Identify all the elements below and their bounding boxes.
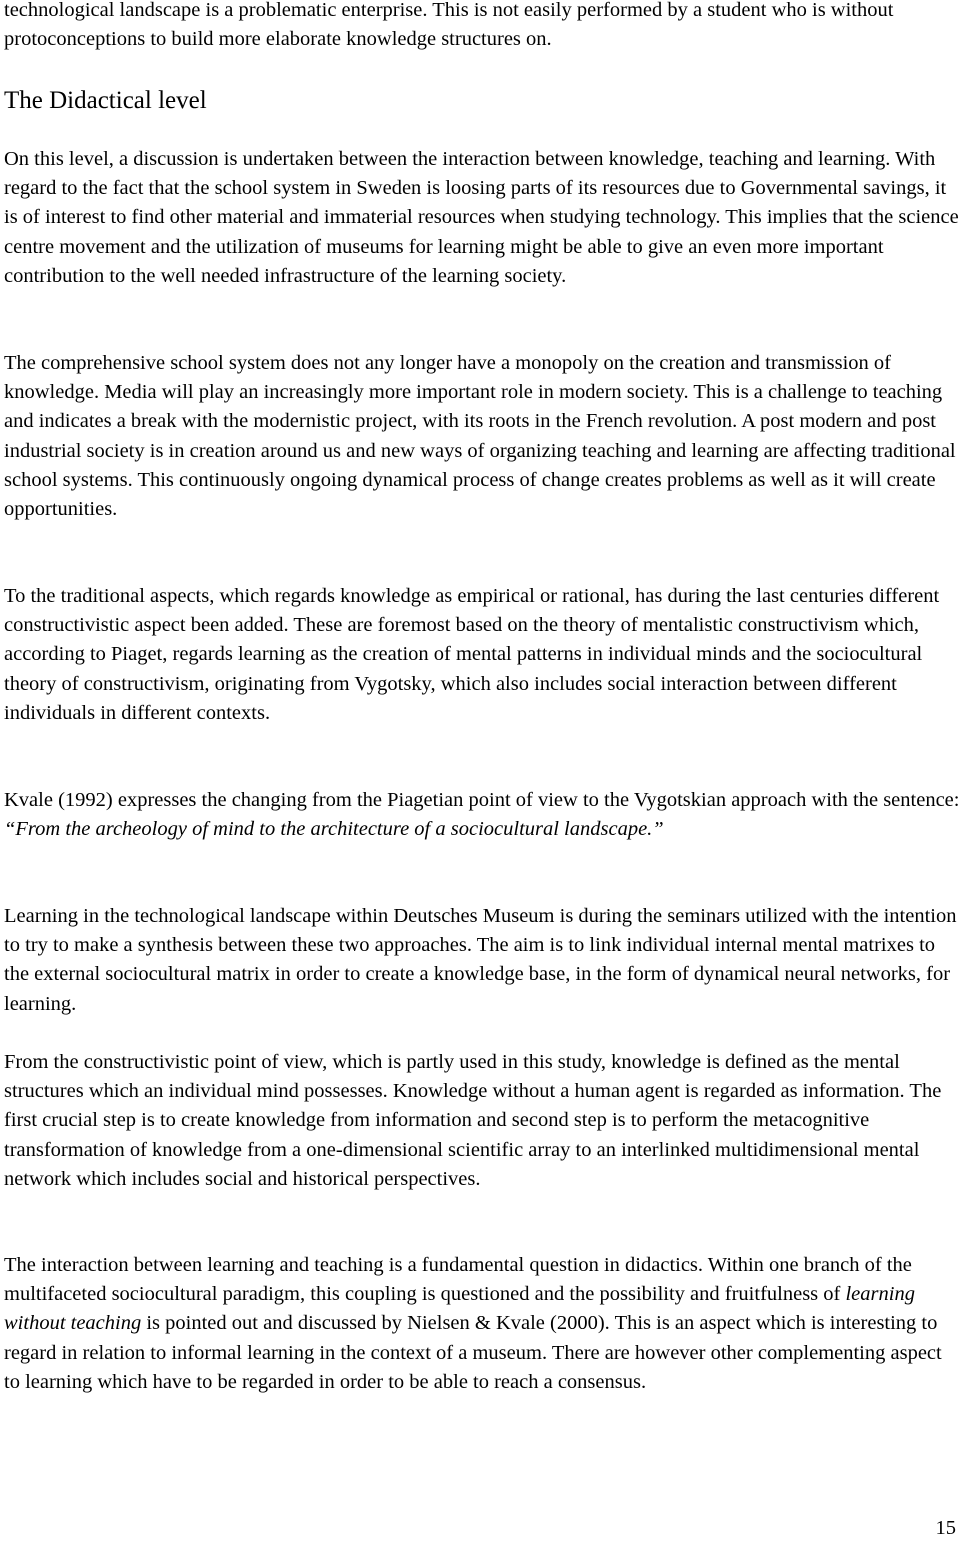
section-heading: The Didactical level bbox=[4, 87, 207, 114]
paragraph-constructivistic-view: From the constructivistic point of view, which is partly used in this study, knowledge is defined as the mental structures which an individual mind possesses. Knowledge without a human agent is regarded as information. The first crucial step is to create knowledge from information and second step is to perform the metacognitive transformation of knowledge from a one-dimensional scientific array to an interlinked multidimensional mental network which includes social and historical perspectives. bbox=[4, 1051, 942, 1190]
p7-text-after: is pointed out and discussed by Nielsen & Kvale (2000). This is an aspect which is interesting to regard in relation to informal learning in the context of a museum. There are however other complementing aspect to learning which have to be regarded in order to be able to reach a consensus. bbox=[4, 1312, 942, 1393]
kvale-intro-text: Kvale (1992) expresses the changing from the Piagetian point of view to the Vygotskian approach with the sentence: bbox=[4, 789, 960, 811]
paragraph-kvale-quote bbox=[4, 786, 960, 844]
lead-paragraph: technological landscape is a problematic enterprise. This is not easily performed by a student who is without protoconceptions to build more elaborate knowledge structures on. bbox=[4, 0, 894, 51]
paragraph-traditional-aspects: To the traditional aspects, which regards knowledge as empirical or rational, has during the last centuries different constructivistic aspect been added. These are foremost based on the theory of mentalistic constructivism which, according to Piaget, regards learning as the creation of mental patterns in individual minds and the sociocultural theory of constructivism, originating from Vygotsky, which also includes social interaction between different individuals in different contexts. bbox=[4, 585, 940, 724]
paragraph-didactical-intro: On this level, a discussion is undertaken between the interaction between knowledge, teaching and learning. With regard to the fact that the school system in Sweden is loosing parts of its resources due to Governmental savings, it is of interest to find other material and immaterial resources when studying technology. This implies that the science centre movement and the utilization of museums for learning might be able to give an even more important contribution to the well needed infrastructure of the learning society. bbox=[4, 148, 959, 287]
paragraph-learning-teaching bbox=[4, 1251, 960, 1397]
paragraph-comprehensive-school: The comprehensive school system does not any longer have a monopoly on the creation and transmission of knowledge. Media will play an increasingly more important role in modern society. This is a challenge to teaching and indicates a break with the modernistic project, with its roots in the French revolution. A post modern and post industrial society is in creation around us and new ways of organizing teaching and learning are affecting traditional school systems. This continuously ongoing dynamical process of change creates problems as well as it will create opportunities. bbox=[4, 352, 956, 521]
p7-text-before: The interaction between learning and teaching is a fundamental question in didactics. Within one branch of the multifaceted sociocultural paradigm, this coupling is questioned and the possibility and fruitfulness of bbox=[4, 1254, 912, 1306]
p7-italic-phrase: learning without teaching bbox=[4, 1283, 915, 1335]
page-number: 15 bbox=[935, 1517, 956, 1539]
paragraph-deutsches-museum: Learning in the technological landscape within Deutsches Museum is during the seminars utilized with the intention to try to make a synthesis between these two approaches. The aim is to link individual internal mental matrixes to the external sociocultural matrix in order to create a knowledge base, in the form of dynamical neural networks, for learning. bbox=[4, 905, 957, 1015]
kvale-quote-text: “From the archeology of mind to the architecture of a sociocultural landscape.” bbox=[4, 818, 664, 841]
